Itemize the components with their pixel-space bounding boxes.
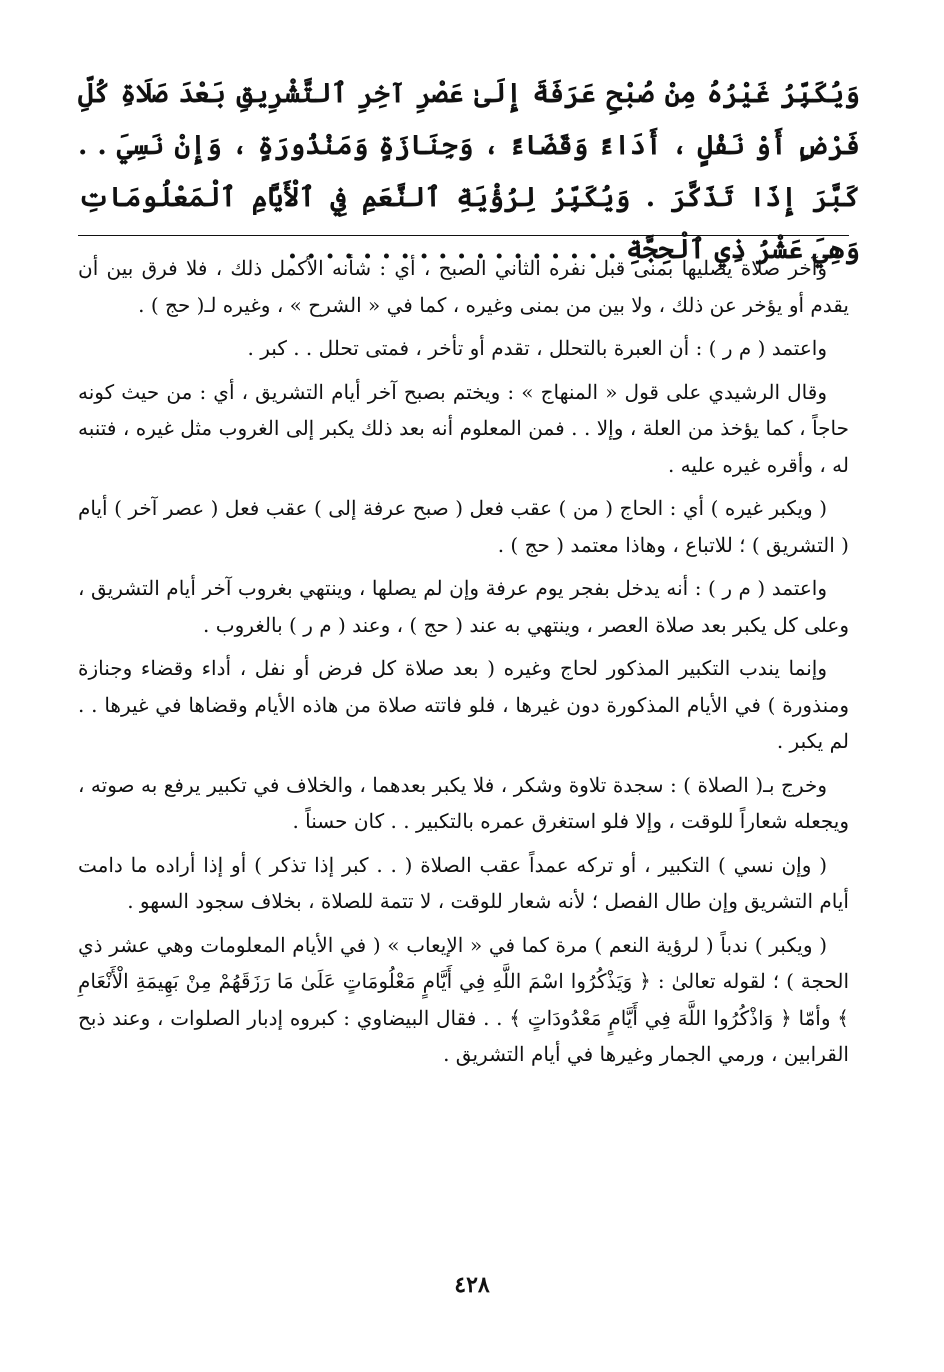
- commentary-paragraph-6: وإنما يندب التكبير المذكور لحاج وغيره ( بعد صلاة كل فرض أو نفل ، أداء وقضاء وجنازة ومنذورة ) في الأيام المذكورة دون غيرها ، فلو فاتته صلاة من هاذه الأيام وقضاها في غيرها . . لم يكبر .: [78, 656, 849, 753]
- commentary-paragraph-5: واعتمد ( م ر ) : أنه يدخل بفجر يوم عرفة وإن لم يصلها ، وينتهي بغروب آخر أيام التشريق ، وعلى كل يكبر بعد صلاة العصر ، وينتهي به عند ( حج ) ، وعند ( م ر ) بالغروب .: [78, 576, 849, 637]
- commentary-paragraph-8: ( وإن نسي ) التكبير ، أو تركه عمداً عقب الصلاة ( . . كبر إذا تذكر ) أو إذا أراده ما دامت أيام التشريق وإن طال الفصل ؛ لأنه شعار للوقت ، لا تتمة للصلاة ، بخلاف سجود السهو .: [78, 852, 849, 913]
- separator-line: [78, 235, 849, 236]
- commentary-paragraph-9: ( ويكبر ) ندباً ( لرؤية النعم ) مرة كما في « الإيعاب » ( في الأيام المعلومات وهي عشر ذي الحجة ) ؛ لقوله تعالىٰ : ﴿ وَيَذْكُرُوا اسْمَ اللَّهِ فِي أَيَّامٍ مَعْلُومَاتٍ عَلَىٰ مَا رَزَقَهُمْ مِنْ بَهِيمَةِ الْأَنْعَامِ ﴾ وأمّا ﴿ وَاذْكُرُوا اللَّهَ فِي أَيَّامٍ مَعْدُودَاتٍ ﴾ . . فقال البيضاوي : كبروه إدبار الصلوات ، وعند ذبح القرابين ، ورمي الجمار وغيرها في أيام التشريق .: [78, 932, 849, 1066]
- commentary-paragraph-4: ( ويكبر غيره ) أي : الحاج ( من ) عقب فعل ( صبح عرفة إلى ) عقب فعل ( عصر آخر ) أيام ( التشريق ) ؛ للاتباع ، وهاذا معتمد ( حج ) .: [78, 496, 849, 557]
- commentary-paragraph-2: واعتمد ( م ر ) : أن العبرة بالتحلل ، تقدم أو تأخر ، فمتى تحلل . . كبر .: [247, 336, 827, 360]
- commentary: [78, 250, 849, 1080]
- commentary-paragraph-7: وخرج بـ( الصلاة ) : سجدة تلاوة وشكر ، فلا يكبر بعدهما ، والخلاف في تكبير يرفع به صوته ، ويجعله شعاراً للوقت ، وإلا فلو استغرق عمره بالتكبير . . كان حسناً .: [78, 772, 849, 833]
- commentary-paragraph-3: وقال الرشيدي على قول « المنهاج » : ويختم بصبح آخر أيام التشريق ، أي : من حيث كونه حاجاً ، كما يؤخذ من العلة ، وإلا . . فمن المعلوم أنه بعد ذلك يكبر إلى الغروب مثل غيره ، فتنبه له ، وأقره غيره عليه .: [78, 379, 849, 477]
- page-number: ٤٢٨: [454, 1272, 490, 1298]
- commentary-paragraph-1: وآخر صلاة يصليها بمنى قبل نفره الثاني الصبح ، أي : شأنه الأكمل ذلك ، فلا فرق بين أن يقدم أو يؤخر عن ذلك ، ولا بين من بمنى وغيره ، كما في « الشرح » ، وغيره لـ( حج ) .: [78, 256, 849, 317]
- main-text: وَيُكَبِّرُ غَيْرُهُ مِنْ صُبْحِ عَرَفَةَ إِلَىٰ عَصْرِ آخِرِ ٱلتَّشْرِيقِ بَعْدَ صَلَاةِ كُلِّ فَرْضٍ أَوْ نَفْلٍ ، أَدَاءً وَقَضَاءً ، وَجِنَازَةٍ وَمَنْذُورَةٍ ، وَإِنْ نَسِيَ . . كَبَّرَ إِذَا تَذَكَّرَ . وَيُكَبِّرُ لِرُؤْيَةِ ٱلنَّعَمِ فِي ٱلْأَيَّامِ ٱلْمَعْلُومَاتِ وَهِيَ عَشْرُ ذِي ٱلْحِجَّةِ . . . . . . . . . . . . . . . . . .: [78, 78, 860, 265]
